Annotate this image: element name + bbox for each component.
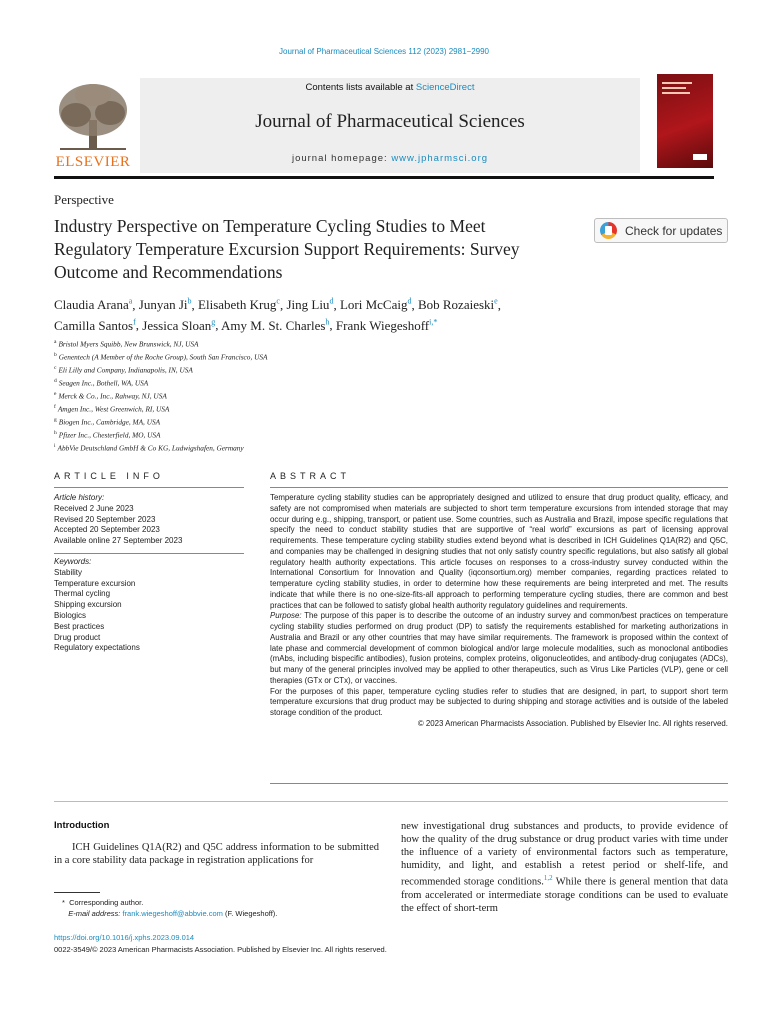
front-matter-rule xyxy=(54,801,728,802)
author-list: Claudia Arana$^a$, Junyan Ji$^b$, Elisabeth Krug$^c$, Jing Liu$^d$, Lori McCaig$^d$, Bob Rozaieski$^e$, Camilla Santos$^f$, Jessica Sloan$^g$, Amy M. St. Charles$^h$, Frank Wiegeshoff$^{i,*}$ xyxy=(54,297,501,333)
author[interactable]: Bob Rozaieski$^e$ xyxy=(417,297,498,313)
abstract-copyright: © 2023 American Pharmacists Association. Published by Elsevier Inc. All rights reserved. xyxy=(417,718,728,728)
email-link[interactable]: frank.wiegeshoff@abbvie.com xyxy=(122,908,223,918)
affiliation: $^f$ Amgen Inc., West Greenwich, RI, USA xyxy=(54,404,170,414)
introduction-heading: Introduction xyxy=(54,820,110,831)
article-info-rule xyxy=(54,487,244,488)
article-title: Industry Perspective on Temperature Cycling Studies to Meet Regulatory Temperature Excursion Support Requirements: Survey Outcome and Recommendations xyxy=(54,216,520,282)
affiliation: $^h$ Pfizer Inc., Chesterfield, MO, USA xyxy=(54,430,161,440)
abstract-paragraph: Purpose: The purpose of this paper is to describe the outcome of an industry survey and common/best practices on temperature cycling stability studies performed on drug product (DP) to satisfy the requirements established for marketing authorizations in Australia and Brazil or any other countries that may have similar requirements. The framework is proposed within the context of late phase and commercial development of common biological and/or large molecule modalities, such as monoclonal antibodies (mAbs, including bispecific antibodies), fusion proteins, complex proteins, oligonucleotides, and antibody-drug conjugates (ADCs), but many of the general principles involved may be applied to other therapeutics, such as Virus Like Particles (VLP), gene or cell therapies (GTx or CTx), or vaccines. xyxy=(270,611,728,685)
affiliation: $^g$ Biogen Inc., Cambridge, MA, USA xyxy=(54,417,161,427)
keyword: Drug product xyxy=(54,632,101,642)
history-item: Available online 27 September 2023 xyxy=(54,536,183,546)
article-info xyxy=(54,493,244,654)
author[interactable]: Lori McCaig$^d$ xyxy=(339,297,412,313)
affiliation: $^d$ Seagen Inc., Bothell, WA, USA xyxy=(54,378,149,388)
doi-link[interactable]: https://doi.org/10.1016/j.xphs.2023.09.014 xyxy=(54,933,195,942)
affiliation: $^e$ Merck & Co., Inc., Rahway, NJ, USA xyxy=(54,391,167,401)
keyword: Best practices xyxy=(54,621,105,631)
history-item: Received 2 June 2023 xyxy=(54,503,134,513)
introduction-right-column: new investigational drug substances and products, to provide evidence of how the quality of the drug substance or drug product varies with time under the influence of a variety of environmental factors such as temperature, humidity, and light, and establish a retest period or shelf-life, and recommended storage conditions.$^{1,2}$ While there is general mention that data from accelerated or intermediate storage conditions can be used to evaluate the effect of short-term xyxy=(401,821,728,914)
header-rule xyxy=(54,176,714,179)
author[interactable]: Junyan Ji$^b$ xyxy=(138,297,192,313)
author[interactable]: Camilla Santos$^f$ xyxy=(54,317,136,333)
journal-reference-link[interactable]: Journal of Pharmaceutical Sciences 112 (2023) 2981−2990 xyxy=(279,47,489,56)
journal-cover-thumbnail xyxy=(657,74,713,168)
author[interactable]: Amy M. St. Charles$^h$ xyxy=(221,317,330,333)
check-for-updates-button[interactable] xyxy=(594,218,728,243)
keyword: Biologics xyxy=(54,610,87,620)
homepage-link[interactable]: www.jpharmsci.org xyxy=(391,153,489,164)
footnote-rule xyxy=(54,892,100,893)
abstract-body xyxy=(270,493,728,730)
keywords-label: Keywords: xyxy=(54,556,92,566)
article-type-label: Perspective xyxy=(54,192,114,207)
keywords-rule xyxy=(54,553,244,554)
author[interactable]: Elisabeth Krug$^c$ xyxy=(198,297,280,313)
keyword: Regulatory expectations xyxy=(54,643,140,653)
check-for-updates-label: Check for updates xyxy=(625,223,723,238)
keyword: Stability xyxy=(54,567,83,577)
corresponding-author-footnote: * Corresponding author. E-mail address: frank.wiegeshoff@abbvie.com (F. Wiegeshoff). xyxy=(62,898,278,918)
abstract-rule xyxy=(270,487,728,488)
history-item: Revised 20 September 2023 xyxy=(54,514,156,524)
crossmark-icon xyxy=(600,222,617,239)
citation-link[interactable]: 1,2 xyxy=(543,874,553,882)
abstract-paragraph: Temperature cycling stability studies can be appropriately designed and utilized to ensure that drug product quality, efficacy, and safety are not compromised when materials are subjected to short term temperature excursions from intended storage that may occur during e.g., shipping, transport, or patient use. Some countries, such as Australia and Brazil, impose specific regulations that specify the need to conduct stability studies that are supportive of “real world” excursions as part of licensing approval requirements. These temperature cycling stability studies extend beyond what is described in ICH Guidelines Q1A(R2) and Q5C, and companies may be challenged in designing studies that not only satisfy country specific regulations, but also satisfy all global regulatory health authority expectations. This article focuses on responses to a cross-industry survey conducted within the International Consortium for Innovation and Quality (iqconsortium.org) member companies, regarding practices related to temperature cycling stability studies, in order to determine how these requirements are being interpreted and met. The results indicate that while there is no one-size-fits-all approach to performing temperature cycling studies, there are common and best practices that can be followed to satisfy global health authority regulatory guidelines and requirements. xyxy=(270,493,728,610)
introduction-left-column: ICH Guidelines Q1A(R2) and Q5C address information to be submitted in a core stability data package in registration applications for xyxy=(54,842,379,866)
history-label: Article history: xyxy=(54,493,105,502)
affiliation-list xyxy=(54,337,267,454)
author[interactable]: Frank Wiegeshoff$^{i,*}$ xyxy=(335,317,438,333)
author[interactable]: Claudia Arana$^a$ xyxy=(54,297,133,313)
affiliation: $^b$ Genentech (A Member of the Roche Group), South San Francisco, USA xyxy=(54,352,268,362)
affiliation: $^i$ AbbVie Deutschland GmbH & Co KG, Ludwigshafen, Germany xyxy=(54,443,244,453)
journal-header xyxy=(140,78,640,173)
abstract-paragraph: For the purposes of this paper, temperature cycling studies refer to studies that are designed, in part, to support short term temperature excursions that drug product may be subjected to during shipping and storage activities and is outside of the labeled storage condition of the product. xyxy=(270,686,728,717)
author[interactable]: Jessica Sloan$^g$ xyxy=(142,317,216,333)
keyword: Thermal cycling xyxy=(54,589,111,599)
abstract-heading: ABSTRACT xyxy=(270,471,351,481)
abstract-bottom-rule xyxy=(270,783,728,784)
issn-copyright: 0022-3549/© 2023 American Pharmacists Association. Published by Elsevier Inc. All rights reserved. xyxy=(54,945,387,954)
article-info-heading: ARTICLE INFO xyxy=(54,471,164,481)
homepage-line: journal homepage: www.jpharmsci.org xyxy=(291,153,489,164)
author[interactable]: Jing Liu$^d$ xyxy=(286,297,334,313)
affiliation: $^c$ Eli Lilly and Company, Indianapolis, IN, USA xyxy=(54,365,193,375)
history-item: Accepted 20 September 2023 xyxy=(54,525,160,535)
keyword: Temperature excursion xyxy=(54,578,136,588)
sciencedirect-link[interactable]: ScienceDirect xyxy=(415,82,475,93)
contents-line: Contents lists available at ScienceDirect xyxy=(305,82,475,93)
keyword: Shipping excursion xyxy=(54,600,122,610)
journal-title: Journal of Pharmaceutical Sciences xyxy=(255,111,525,132)
affiliation: $^a$ Bristol Myers Squibb, New Brunswick, NJ, USA xyxy=(54,339,199,349)
elsevier-wordmark: ELSEVIER xyxy=(55,154,131,170)
